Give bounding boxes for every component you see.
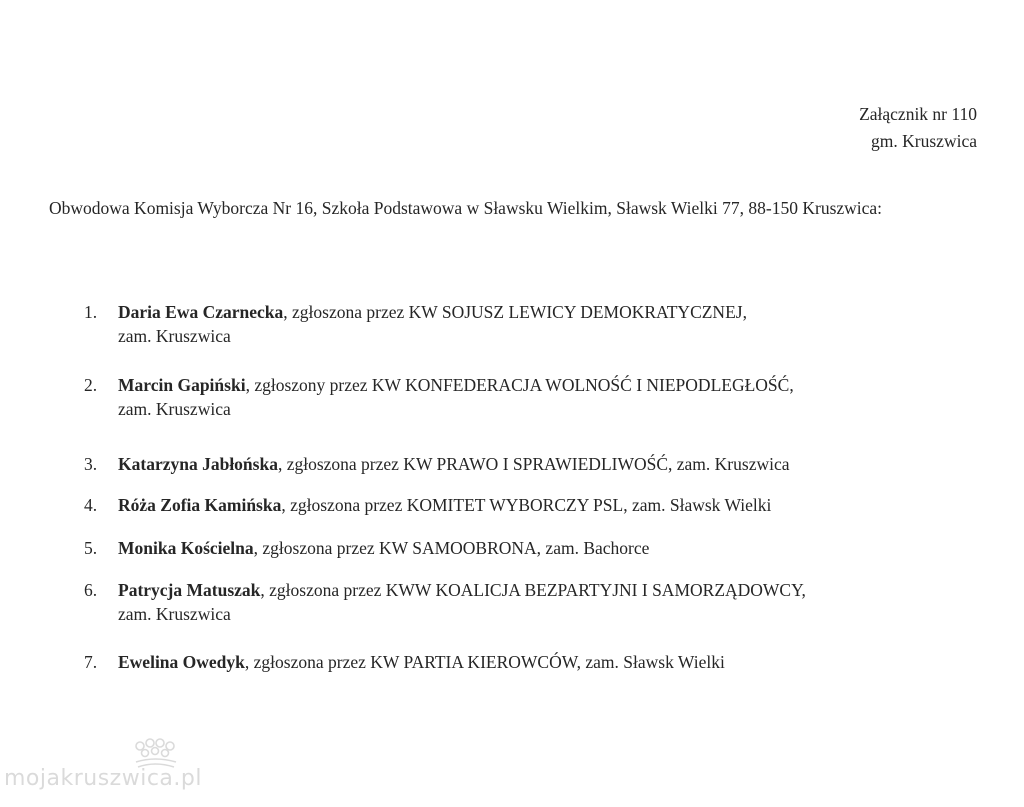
- member-name: Katarzyna Jabłońska: [118, 454, 278, 474]
- member-number: 3.: [84, 454, 98, 474]
- member-name: Marcin Gapiński: [118, 375, 246, 395]
- member-name: Daria Ewa Czarnecka: [118, 302, 284, 322]
- committee-heading: Obwodowa Komisja Wyborcza Nr 16, Szkoła Podstawowa w Sławsku Wielkim, Sławsk Wielki 77, 88-150 Kruszwica:: [49, 198, 883, 218]
- member-details: , zgłoszona przez KW PRAWO I SPRAWIEDLIWOŚĆ, zam. Kruszwica: [277, 454, 790, 474]
- member-number: 5.: [84, 538, 98, 558]
- annex-municipality: gm. Kruszwica: [871, 131, 977, 151]
- watermark-text: mojakruszwica.pl: [4, 766, 202, 791]
- member-name: Róża Zofia Kamińska: [118, 495, 282, 515]
- member-body: [118, 452, 998, 476]
- member-body: [118, 578, 998, 626]
- member-number: 1.: [84, 302, 98, 322]
- member-number: 2.: [84, 375, 98, 395]
- member-name: Monika Kościelna: [118, 538, 254, 558]
- member-details: , zgłoszona przez KOMITET WYBORCZY PSL, zam. Sławsk Wielki: [281, 495, 772, 515]
- member-number: 6.: [84, 580, 98, 600]
- member-details: , zgłoszona przez KW SOJUSZ LEWICY DEMOKRATYCZNEJ,: [283, 302, 747, 322]
- member-number: 4.: [84, 495, 98, 515]
- member-details: , zgłoszony przez KW KONFEDERACJA WOLNOŚĆ I NIEPODLEGŁOŚĆ,: [245, 375, 794, 395]
- member-body: [118, 536, 998, 560]
- member-details: , zgłoszona przez KWW KOALICJA BEZPARTYJNI I SAMORZĄDOWCY,: [260, 580, 806, 600]
- member-number: 7.: [84, 652, 98, 672]
- member-body: [118, 300, 998, 348]
- member-body: [118, 493, 998, 517]
- annex-header: [859, 101, 977, 155]
- member-details: , zgłoszona przez KW PARTIA KIEROWCÓW, zam. Sławsk Wielki: [244, 652, 725, 672]
- member-body: [118, 650, 998, 674]
- member-details: , zgłoszona przez KW SAMOOBRONA, zam. Bachorce: [253, 538, 650, 558]
- member-address: zam. Kruszwica: [118, 399, 231, 419]
- site-watermark: [4, 736, 202, 802]
- member-name: Patrycja Matuszak: [118, 580, 261, 600]
- member-address: zam. Kruszwica: [118, 604, 231, 624]
- member-body: [118, 373, 998, 421]
- annex-number: Załącznik nr 110: [859, 104, 977, 124]
- member-address: zam. Kruszwica: [118, 326, 231, 346]
- member-name: Ewelina Owedyk: [118, 652, 245, 672]
